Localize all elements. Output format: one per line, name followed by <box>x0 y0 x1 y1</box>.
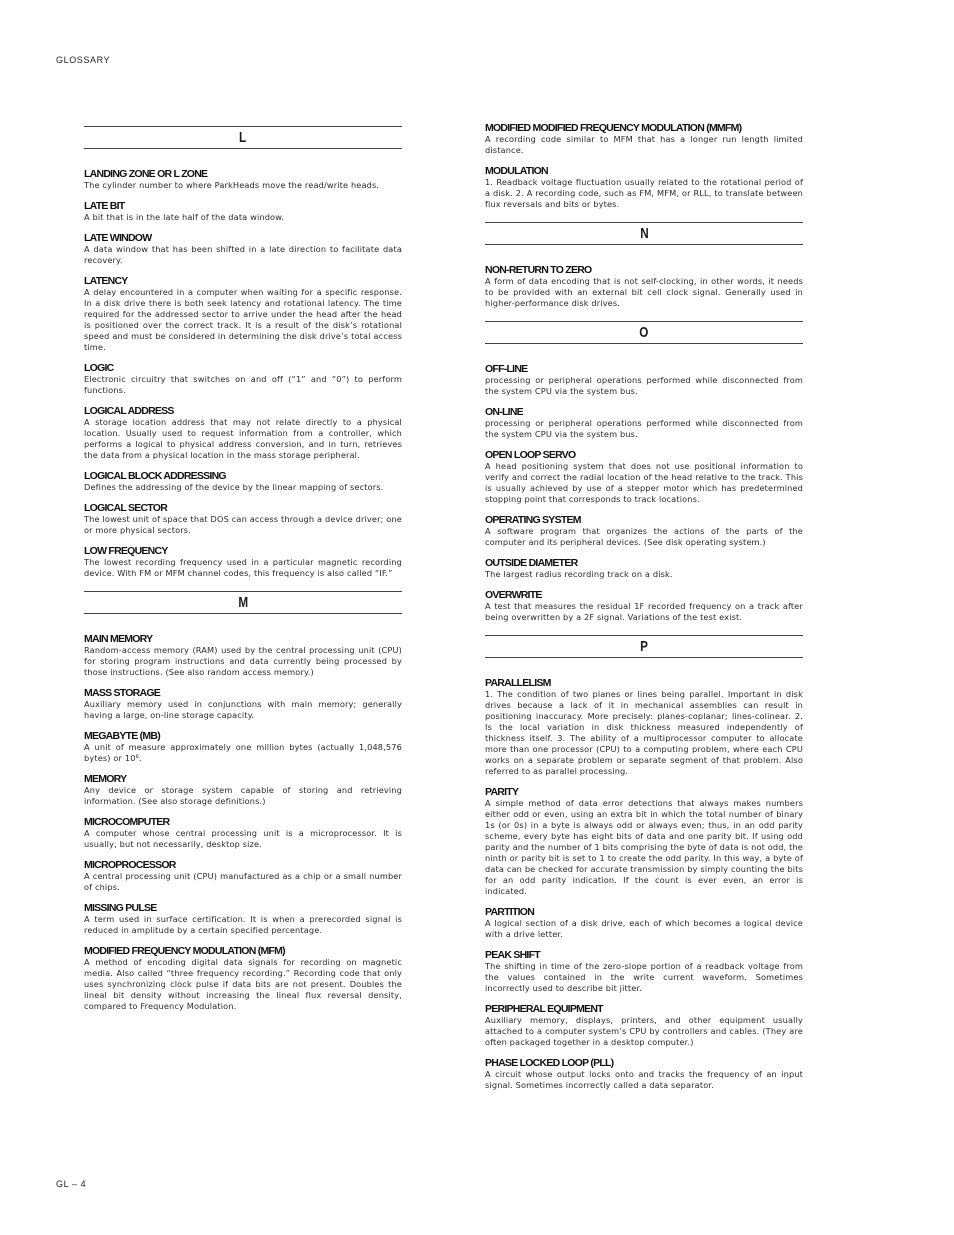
page-header: GLOSSARY <box>56 55 111 65</box>
glossary-term: PARALLELISM <box>485 677 551 689</box>
section-letter: N <box>639 225 649 242</box>
section-letter: O <box>639 324 649 341</box>
glossary-definition: Defines the addressing of the device by the linear mapping of sectors. <box>84 482 384 492</box>
glossary-entry <box>485 589 803 623</box>
page-footer: GL – 4 <box>56 1179 87 1189</box>
glossary-entry <box>84 945 402 1012</box>
glossary-entry <box>485 406 803 440</box>
glossary-term: LOGICAL BLOCK ADDRESSING <box>84 470 226 482</box>
glossary-entry <box>84 773 402 807</box>
glossary-entry <box>485 786 803 897</box>
glossary-definition: Auxiliary memory used in conjunctions with main memory; generally having a large, on-line storage capacity. <box>84 699 402 720</box>
glossary-entry <box>485 906 803 940</box>
glossary-term: LATE BIT <box>84 200 125 212</box>
letter-section-header <box>485 635 803 658</box>
glossary-definition: The shifting in time of the zero-slope portion of a readback voltage from the values contained in the write current waveform. Sometimes incorrectly used to describe bit jitter. <box>485 961 803 993</box>
glossary-entry <box>485 363 803 397</box>
glossary-entry <box>84 902 402 936</box>
glossary-entry <box>84 859 402 893</box>
glossary-term: MODULATION <box>485 165 548 177</box>
glossary-definition: A test that measures the residual 1F recorded frequency on a track after being overwritten by a 2F signal. Variations of the test exist. <box>485 601 803 622</box>
glossary-term: MICROPROCESSOR <box>84 859 176 871</box>
glossary-entry <box>485 1003 803 1048</box>
glossary-definition: A recording code similar to MFM that has a longer run length limited distance. <box>485 134 803 155</box>
glossary-entry <box>485 122 803 156</box>
glossary-term: LATE WINDOW <box>84 232 152 244</box>
section-letter: M <box>238 594 248 611</box>
glossary-term: OPERATING SYSTEM <box>485 514 581 526</box>
glossary-entry <box>485 1057 803 1091</box>
letter-section-header <box>84 591 402 614</box>
glossary-term: PARITY <box>485 786 519 798</box>
glossary-definition: The lowest recording frequency used in a particular magnetic recording device. With FM or MFM channel codes, this frequency is also called “IF.” <box>84 557 402 578</box>
glossary-definition: A bit that is in the late half of the data window. <box>84 212 285 222</box>
glossary-term: MEGABYTE (MB) <box>84 730 160 742</box>
glossary-entry <box>485 514 803 548</box>
glossary-term: OPEN LOOP SERVO <box>485 449 576 461</box>
glossary-term: MASS STORAGE <box>84 687 160 699</box>
glossary-term: OFF-LINE <box>485 363 528 375</box>
letter-section-header <box>485 321 803 344</box>
glossary-term: NON-RETURN TO ZERO <box>485 264 592 276</box>
glossary-entry <box>84 362 402 396</box>
glossary-definition: processing or peripheral operations performed while disconnected from the system CPU via the system bus. <box>485 375 803 396</box>
glossary-term: LOGICAL ADDRESS <box>84 405 174 417</box>
glossary-term: PEAK SHIFT <box>485 949 540 961</box>
glossary-entry <box>485 949 803 994</box>
letter-section-header <box>485 222 803 245</box>
glossary-term: LOGIC <box>84 362 114 374</box>
glossary-term: LANDING ZONE OR L ZONE <box>84 168 208 180</box>
glossary-term: LOW FREQUENCY <box>84 545 168 557</box>
glossary-definition: A logical section of a disk drive, each of which becomes a logical device with a drive letter. <box>485 918 803 939</box>
glossary-definition: A form of data encoding that is not self-clocking, in other words, it needs to be provided with an external bit cell clock signal. Generally used in higher-performance disk drives. <box>485 276 803 308</box>
glossary-term: MODIFIED MODIFIED FREQUENCY MODULATION (MMFM) <box>485 122 742 134</box>
glossary-entry <box>84 545 402 579</box>
glossary-entry <box>84 816 402 850</box>
glossary-definition: Auxiliary memory, displays, printers, and other equipment usually attached to a computer system’s CPU by controllers and cables. (They are often packaged together in a desktop computer.) <box>485 1015 803 1047</box>
glossary-entry <box>84 633 402 678</box>
glossary-definition: Any device or storage system capable of storing and retrieving information. (See also storage definitions.) <box>84 785 402 806</box>
glossary-term: PARTITION <box>485 906 535 918</box>
glossary-entry <box>84 275 402 353</box>
glossary-term: LATENCY <box>84 275 128 287</box>
glossary-definition: A data window that has been shifted in a late direction to facilitate data recovery. <box>84 244 402 265</box>
glossary-entry <box>84 687 402 721</box>
glossary-definition: Random-access memory (RAM) used by the central processing unit (CPU) for storing program instructions and data currently being processed by those instructions. (See also random access memory.) <box>84 645 402 677</box>
glossary-term: MISSING PULSE <box>84 902 157 914</box>
glossary-definition: A method of encoding digital data signals for recording on magnetic media. Also called “three frequency recording.” Recording code that only uses synchronizing clock pulse if data bits are not present. Doubles the lineal bit density without increasing the lineal flux reversal density, compared to Frequency Modulation. <box>84 957 402 1011</box>
glossary-definition: The largest radius recording track on a disk. <box>485 569 673 579</box>
glossary-term: MEMORY <box>84 773 127 785</box>
glossary-definition: The lowest unit of space that DOS can access through a device driver; one or more physical sectors. <box>84 514 402 535</box>
glossary-entry <box>84 232 402 266</box>
glossary-entry <box>485 165 803 210</box>
glossary-definition: A delay encountered in a computer when waiting for a specific response. In a disk drive there is both seek latency and rotational latency. The time required for the addressed sector to arrive under the head after the head is positioned over the correct track. It is a result of the disk’s rotational speed and must be considered in determining the disk drive’s total access time. <box>84 287 402 352</box>
section-letter: L <box>239 129 247 146</box>
glossary-definition: A software program that organizes the actions of the parts of the computer and its peripheral devices. (See disk operating system.) <box>485 526 803 547</box>
letter-section-header <box>84 126 402 149</box>
glossary-entry <box>485 677 803 777</box>
glossary-definition: The cylinder number to where ParkHeads move the read/write heads. <box>84 180 380 190</box>
glossary-definition: A central processing unit (CPU) manufactured as a chip or a small number of chips. <box>84 871 402 892</box>
glossary-term: PHASE LOCKED LOOP (PLL) <box>485 1057 614 1069</box>
glossary-entry <box>84 730 402 764</box>
glossary-right-column <box>485 122 803 1103</box>
glossary-definition: A unit of measure approximately one million bytes (actually 1,048,576 bytes) or 10⁶. <box>84 742 402 763</box>
glossary-definition: 1. Readback voltage fluctuation usually related to the rotational period of a disk. 2. A recording code, such as FM, MFM, or RLL, to translate between flux reversals and bits or bytes. <box>485 177 803 209</box>
glossary-definition: processing or peripheral operations performed while disconnected from the system CPU via the system bus. <box>485 418 803 439</box>
glossary-term: MODIFIED FREQUENCY MODULATION (MFM) <box>84 945 285 957</box>
glossary-definition: A circuit whose output locks onto and tracks the frequency of an input signal. Sometimes incorrectly called a data separator. <box>485 1069 803 1090</box>
glossary-term: OVERWRITE <box>485 589 542 601</box>
glossary-definition: Electronic circuitry that switches on and off (“1” and “0”) to perform functions. <box>84 374 402 395</box>
glossary-entry <box>84 470 402 493</box>
glossary-definition: A term used in surface certification. It is when a prerecorded signal is reduced in amplitude by a certain specified percentage. <box>84 914 402 935</box>
glossary-entry <box>485 557 803 580</box>
glossary-entry <box>84 200 402 223</box>
glossary-term: MICROCOMPUTER <box>84 816 170 828</box>
glossary-term: OUTSIDE DIAMETER <box>485 557 578 569</box>
glossary-entry <box>485 264 803 309</box>
glossary-definition: A head positioning system that does not use positional information to verify and correct the radial location of the head relative to the track. This is usually achieved by use of a stepper motor which has predetermined stopping point that corresponds to track locations. <box>485 461 803 504</box>
glossary-term: ON-LINE <box>485 406 523 418</box>
glossary-term: PERIPHERAL EQUIPMENT <box>485 1003 603 1015</box>
glossary-entry <box>84 502 402 536</box>
glossary-term: MAIN MEMORY <box>84 633 153 645</box>
glossary-entry <box>84 168 402 191</box>
glossary-definition: A computer whose central processing unit is a microprocessor. It is usually, but not necessarily, desktop size. <box>84 828 402 849</box>
glossary-left-column <box>84 126 402 1024</box>
section-letter: P <box>640 638 648 655</box>
glossary-term: LOGICAL SECTOR <box>84 502 168 514</box>
glossary-definition: A simple method of data error detections that always makes numbers either odd or even, using an extra bit in which the total number of binary 1s (or 0s) in a byte is always odd or always even; thus, in an odd parity scheme, every byte has eight bits of data and one parity bit. If using odd parity and the number of 1 bits comprising the byte of data is not odd, the ninth or parity bit is set to 1 to create the odd parity. In this way, a byte of data can be checked for accurate transmission by simply counting the bits for an odd parity indication. If the count is ever even, an error is indicated. <box>485 798 803 896</box>
glossary-entry <box>84 405 402 461</box>
glossary-entry <box>485 449 803 505</box>
glossary-definition: A storage location address that may not relate directly to a physical location. Usually used to request information from a controller, which performs a logical to physical address conversion, and in turn, retrieves the data from a physical location in the mass storage peripheral. <box>84 417 402 460</box>
glossary-definition: 1. The condition of two planes or lines being parallel. Important in disk drives because a lack of it in mechanical assemblies can result in positioning inaccuracy. More precisely: planes-coplanar; lines-colinear. 2. Is the local variation in disk thickness measured independently of thickness itself. 3. The ability of a multiprocessor computer to allocate more than one processor (CPU) to a computing problem, where each CPU works on a separate problem or separate segment of that problem. Also referred to as parallel processing. <box>485 689 803 776</box>
